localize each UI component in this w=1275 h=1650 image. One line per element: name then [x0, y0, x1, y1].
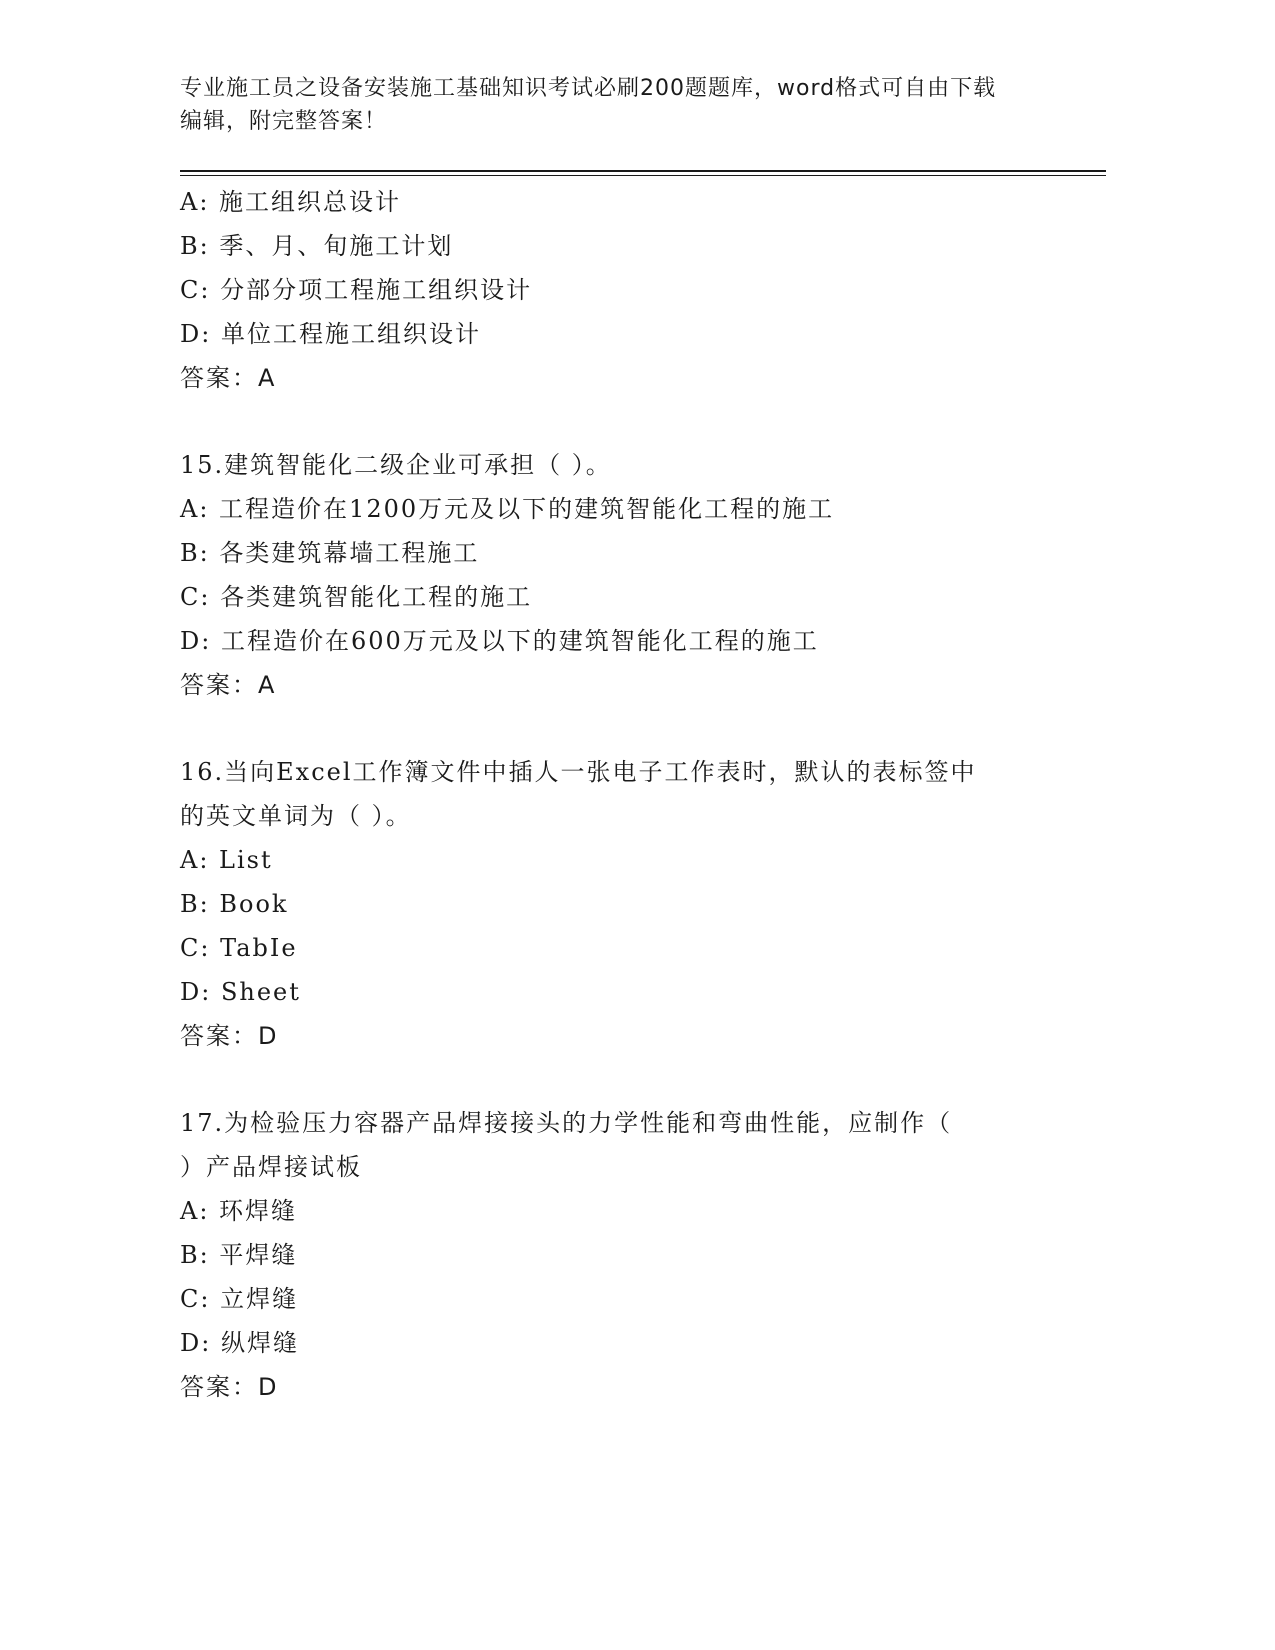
spacer	[180, 707, 1106, 750]
answer: 答案：D	[180, 1022, 279, 1050]
document-header	[180, 72, 1080, 138]
question-14-continuation	[180, 180, 1106, 400]
question-stem: 17.为检验压力容器产品焊接接头的力学性能和弯曲性能，应制作（	[180, 1109, 953, 1137]
question-stem: 15.建筑智能化二级企业可承担（ ）。	[180, 451, 612, 479]
question-16	[180, 750, 1106, 1058]
option-d: D: Sheet	[180, 978, 301, 1006]
question-list	[180, 180, 1106, 1409]
spacer	[180, 400, 1106, 443]
option-a: A: List	[180, 846, 273, 874]
option-b: B: 各类建筑幕墙工程施工	[180, 539, 480, 567]
question-stem-continued: ）产品焊接试板	[180, 1153, 362, 1181]
option-b: B: Book	[180, 890, 289, 918]
option-a: A: 施工组织总设计	[180, 188, 402, 216]
header-line-2: 编辑，附完整答案！	[180, 109, 388, 134]
spacer	[180, 1058, 1106, 1101]
option-d: D: 单位工程施工组织设计	[180, 320, 481, 348]
option-d: D: 纵焊缝	[180, 1329, 299, 1357]
header-rule-thick	[180, 170, 1106, 172]
question-15	[180, 443, 1106, 707]
option-a: A: 环焊缝	[180, 1197, 298, 1225]
answer: 答案：D	[180, 1373, 279, 1401]
answer: 答案：A	[180, 671, 277, 699]
option-c: C: 立焊缝	[180, 1285, 299, 1313]
option-b: B: 季、月、旬施工计划	[180, 232, 454, 260]
question-17	[180, 1101, 1106, 1409]
option-a: A: 工程造价在1200万元及以下的建筑智能化工程的施工	[180, 495, 835, 523]
option-c: C: 分部分项工程施工组织设计	[180, 276, 533, 304]
answer: 答案：A	[180, 364, 277, 392]
option-c: C: 各类建筑智能化工程的施工	[180, 583, 533, 611]
question-stem-continued: 的英文单词为（ ）。	[180, 802, 412, 830]
header-line-1: 专业施工员之设备安装施工基础知识考试必刷200题题库，word格式可自由下载	[180, 76, 997, 101]
question-stem: 16.当向Excel工作簿文件中插人一张电子工作表时，默认的表标签中	[180, 758, 977, 786]
option-b: B: 平焊缝	[180, 1241, 298, 1269]
header-rule-thin	[180, 175, 1106, 176]
option-c: C: TabIe	[180, 934, 298, 962]
option-d: D: 工程造价在600万元及以下的建筑智能化工程的施工	[180, 627, 819, 655]
